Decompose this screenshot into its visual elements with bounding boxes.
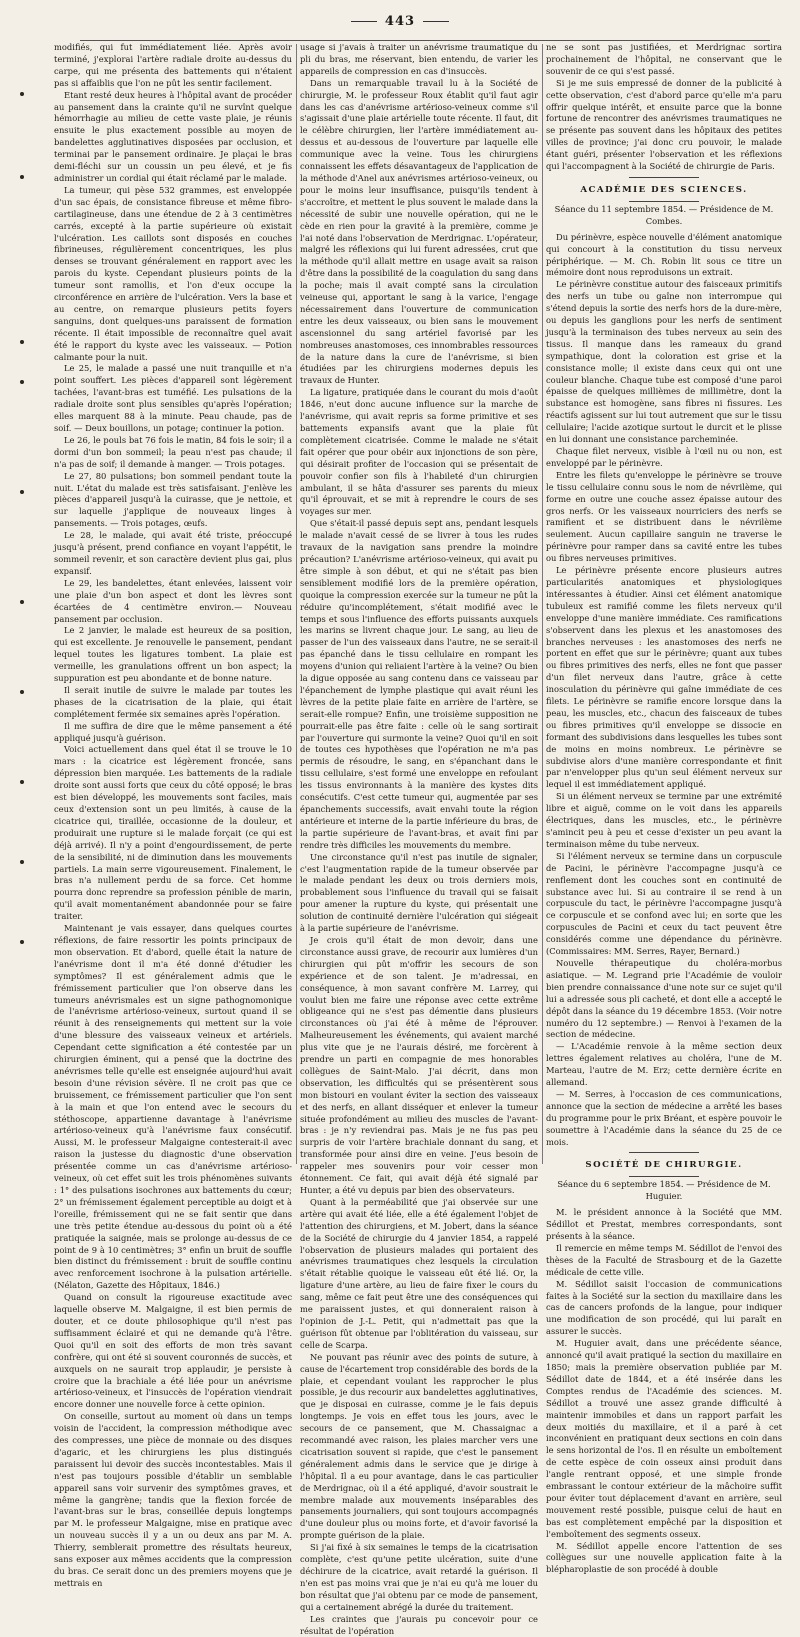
header-rule-right <box>423 21 449 22</box>
paragraph: Les craintes que j'aurais pu concevoir pour ce résultat de l'opération <box>300 1613 538 1636</box>
paragraph: Le 29, les bandelettes, étant enlevées, laissent voir une plaie d'un bon aspect et dont les lèvres sont écartées de 4 centimètre environ.— Nouveau pansement par occlusion. <box>54 577 292 624</box>
paragraph: Entre les filets qu'enveloppe le périnèvre se trouve le tissu cellulaire connu sous le nom de névrilème, qui forme en outre une couche assez épaisse autour des gros nerfs. Or les vaisseaux nourriciers des nerfs se ramifient et se distribuent dans le névrilème seulement. Aucun capillaire sanguin ne traverse le périnèvre pour ramper dans sa cavité entre les tubes ou fibres nerveuses primitives. <box>546 469 782 564</box>
paragraph: Il me suffira de dire que le même pansement a été appliqué jusqu'à guérison. <box>54 720 292 743</box>
column-3 <box>546 42 782 1575</box>
paragraph: modifiés, qui fut immédiatement liée. Après avoir terminé, j'explorai l'artère radiale droite au-dessus du carpe, qui me présenta des battements qui n'étaient pas si affaiblis que l'on ne pût les sentir facilement. <box>54 42 292 88</box>
paragraph: usage si j'avais à traiter un anévrisme traumatique du pli du bras, me réservant, bien entendu, de varier les appareils de compression en cas d'insuccès. <box>300 42 538 76</box>
paragraph: Etant resté deux heures à l'hôpital avant de procéder au pansement dans la crainte qu'il ne survînt quelque hémorrhagie au milieu de cette vaste plaie, je réunis ensuite le plus exactement possible au moyen de bandelettes agglutinatives disposées par occlusion, et terminai par le pansement ordinaire. Je plaçai le bras demi-fléchi sur un coussin un peu élevé, et je fis administrer un cordial qui était réclamé par le malade. <box>54 89 292 183</box>
page-header <box>0 14 800 36</box>
paragraph: Du périnèvre, espèce nouvelle d'élément anatomique qui concourt à la constitution du tissu nerveux périphérique. — M. Ch. Robin lit sous ce titre un mémoire dont nous reproduisons un extrait. <box>546 231 782 278</box>
paragraph: Nouvelle thérapeutique du choléra-morbus asiatique. — M. Legrand prie l'Académie de vouloir bien prendre connaissance d'une note sur ce sujet qu'il lui a adressée sous pli cacheté, et dont elle a accepté le dépôt dans la séance du 19 décembre 1853. (Voir notre numéro du 12 septembre.) — Renvoi à l'examen de la section de médecine. <box>546 957 782 1040</box>
margin-mark <box>20 780 24 784</box>
paragraph: M. Sédillot appelle encore l'attention de ses collègues sur une nouvelle application faite à la blépharoplastie de son procédé à double <box>546 1540 782 1575</box>
paragraph: Voici actuellement dans quel état il se trouve le 10 mars : la cicatrice est légèrement froncée, sans dépression bien marquée. Les battements de la radiale droite sont aussi forts que ceux du côté opposé; le bras est bien développé, les mouvements sont faciles, mais ceux d'extension sont un peu limités, à cause de la cicatrice qui, tiraillée, occasionne de la douleur, et produirait une rupture si le malade forçait (ce qui est déjà arrivé). Il n'y a point d'engourdissement, de perte de la sensibilité, ni de diminution dans les mouvements partiels. La main serre vigoureusement. Finalement, le bras n'a nullement perdu de sa force. Cet homme pourra donc reprendre sa profession pénible de marin, qu'il avait momentanément abandonnée pour se faire traiter. <box>54 744 292 922</box>
paragraph: ne se sont pas justifiées, et Merdrignac sortira prochainement de l'hôpital, ne conservant que le souvenir de ce qui s'est passé. <box>546 42 782 76</box>
paragraph: Que s'était-il passé depuis sept ans, pendant lesquels le malade n'avait cessé de se livrer à tous les rudes travaux de la navigation sans prendre la moindre précaution? L'anévrisme artérioso-veineux, qui avait pu être simple à son début, et qui ne s'était pas bien sensiblement modifié lors de la première opération, quoique la compression exercée sur la tumeur ne pût la réduire qu'incomplétement, s'était modifié avec le temps et sous l'influence des efforts puissants auxquels les marins se livrent chaque jour. Le sang, au lieu de passer de l'un des vaisseaux dans l'autre, ne se serait-il pas épanché dans le tissu cellulaire en rompant les moyens d'union qui reliaient l'artère à la veine? Ou bien la digue opposée au sang contenu dans ce vaisseau par l'épanchement de lymphe plastique qui avait réuni les lèvres de la petite plaie faite en arrière de l'artère, se serait-elle rompue? Enfin, une troisième supposition ne pourrait-elle pas être faite : celle où le sang sortirait par l'ouverture qui surmonte la veine? Quoi qu'il en soit de toutes ces hypothèses que l'opération ne m'a pas permis de résoudre, le sang, en s'épanchant dans le tissu cellulaire, s'est formé une enveloppe en refoulant les tissus environnants à la manière des kystes dits consécutifs. C'est cette tumeur qui, augmentée par ses épanchements successifs, avait envahi toute la région antérieure et interne de la partie inférieure du bras, de la partie supérieure de l'avant-bras, et avait fini par rendre très difficiles les mouvements du membre. <box>300 518 538 850</box>
paragraph: Il serait inutile de suivre le malade par toutes les phases de la cicatrisation de la plaie, qui était complétement fermée six semaines après l'opération. <box>54 684 292 719</box>
section-rule <box>629 201 699 202</box>
paragraph: On conseille, surtout au moment où dans un temps voisin de l'accident, la compression méthodique avec des compresses, une pièce de monnaie ou des disques d'agaric, et les chirurgiens les plus distingués paraissent lui devoir des succès incontestables. Mais il n'est pas toujours possible d'établir un semblable appareil sans voir survenir des symptômes graves, et même la gangrène; tandis que la flexion forcée de l'avant-bras sur le bras, conseillée depuis longtemps par M. le professeur Malgaigne, mise en pratique avec un nouveau succès il y a un ou deux ans par M. A. Thierry, semblerait promettre des résultats heureux, sans exposer aux mêmes accidents que la compression du bras. Ce serait donc un des premiers moyens que je mettrais en <box>54 1411 292 1588</box>
column-divider-2 <box>542 44 543 1164</box>
paragraph: M. Huguier avait, dans une précédente séance, annoncé qu'il avait pratiqué la section du maxillaire en 1850; mais la première observation publiée par M. Sédillot date de 1844, et a été insérée dans les Comptes rendus de l'Académie des sciences. M. Sédillot a trouvé une assez grande difficulté à maintenir immobiles et dans un rapport parfait les deux moitiés du maxillaire, et il a paré à cet inconvénient en pratiquant deux sections en coin dans le sens horizontal de l'os. Il en résulte un emboîtement de cette espèce de coin osseux ainsi produit dans l'angle rentrant opposé, et une simple fronde embrassant le contour extérieur de la mâchoire suffit pour éviter tout déplacement d'avant en arrière, seul mouvement resté possible, puisque celui de haut en bas est complètement empêché par la disposition et l'emboîtement des segments osseux. <box>546 1338 782 1539</box>
margin-mark <box>20 340 24 344</box>
section-title: ACADÉMIE DES SCIENCES. <box>580 184 748 195</box>
margin-mark <box>20 600 24 604</box>
column-1 <box>54 42 292 1588</box>
margin-mark <box>20 380 24 384</box>
margin-mark <box>20 690 24 694</box>
paragraph: Dans un remarquable travail lu à la Société de chirurgie, M. le professeur Roux établit qu'il faut agir dans les cas d'anévrisme artérioso-veineux comme s'il s'agissait d'une plaie artérielle toute récente. Il faut, dit le célèbre chirurgien, lier l'artère immédiatement au-dessus et au-dessous de l'ouverture par laquelle elle communique avec la veine. Tous les chirurgiens connaissent les effets désavantageux de l'application de la méthode d'Anel aux anévrismes artérioso-veineux, ou pour le moins leur insuffisance, puisqu'ils tendent à s'accroître, et mettent le plus souvent le malade dans la nécessité de subir une nouvelle opération, qui ne le cède en rien pour la gravité à la première, comme je l'ai noté dans l'observation de Merdrignac. L'opérateur, malgré les réflexions qui lui furent adressées, crut que la méthode qu'il allait mettre en usage avait sa raison d'être dans la possibilité de la coagulation du sang dans la poche; mais il avait compté sans la circulation veineuse qui, apportant le sang à la varice, l'engage nécessairement dans l'ouverture de communication entre les deux vaisseaux, ou bien sans le mouvement ascensionnel du sang artériel favorisé par les nombreuses anastomoses, ces innombrables ressources de la nature dans la cure de l'anévrisme, si bien étudiées par les chirurgiens modernes depuis les travaux de Hunter. <box>300 77 538 386</box>
paragraph: Si j'ai fixé à six semaines le temps de la cicatrisation complète, c'est qu'une petite ulcération, suite d'une déchirure de la cicatrice, avait retardé la guérison. Il n'en est pas moins vrai que je n'ai eu qu'à me louer du bon résultat que j'ai obtenu par ce mode de pansement, qui a certainement abrégé la durée du traitement. <box>300 1542 538 1612</box>
paragraph: Il remercie en même temps M. Sédillot de l'envoi des thèses de la Faculté de Strasbourg et de la Gazette médicale de cette ville. <box>546 1242 782 1277</box>
section-rule <box>629 1152 699 1153</box>
paragraph: Si un élément nerveux se termine par une extrémité libre et aiguë, comme on le voit dans les appareils électriques, dans les muscles, etc., le périnèvre s'amincit peu à peu et cesse d'exister un peu avant la terminaison même du tube nerveux. <box>546 791 782 849</box>
paragraph: Ne pouvant pas réunir avec des points de suture, à cause de l'écartement trop considérable des bords de la plaie, et cependant voulant les rapprocher le plus possible, je dus recourir aux bandelettes agglutinatives, que je disposai en cuirasse, comme je le fais depuis longtemps. Je vois en effet tous les jours, avec le secours de ce pansement, que M. Chassaignac a recommandé avec raison, les plaies marcher vers une cicatrisation souvent si rapide, que c'est le pansement généralement admis dans le service que je dirige à l'hôpital. Il a eu pour avantage, dans le cas particulier de Merdrignac, où il a été appliqué, d'avoir soustrait le membre malade aux mouvements inséparables des pansements journaliers, qui sont toujours accompagnés d'une douleur plus ou moins forte, et d'avoir favorisé la prompte guérison de la plaie. <box>300 1351 538 1541</box>
paragraph: Le 2 janvier, le malade est heureux de sa position, qui est excellente. Je renouvelle le pansement, pendant lequel toutes les ligatures tombent. La plaie est vermeille, les granulations offrent un bon aspect; la suppuration est peu abondante et de bonne nature. <box>54 625 292 684</box>
section-title: SOCIÉTÉ DE CHIRURGIE. <box>585 1160 743 1171</box>
paragraph: Quand on consult la rigoureuse exactitude avec laquelle observe M. Malgaigne, il est bien permis de douter, et ce doute philosophique qu'il n'est pas suffisamment éclairé et qui ne demande qu'à l'être. Quoi qu'il en soit des efforts de mon très savant confrère, qui ont été si souvent couronnés de succès, et auxquels on ne saurait trop applaudir, je persiste à croire que la brachiale a été liée pour un anévrisme artérioso-veineux, et l'insuccès de l'opération viendrait encore donner une nouvelle force à cette opinion. <box>54 1292 292 1410</box>
paragraph: Le 25, le malade a passé une nuit tranquille et n'a point souffert. Les pièces d'appareil sont légèrement tachées, l'avant-bras est tuméfié. Les pulsations de la radiale droite sont plus sensibles qu'après l'opération; elles marquent 88 à la minute. Peau chaude, pas de soif. — Deux bouillons, un potage; continuer la potion. <box>54 363 292 433</box>
paragraph: Le 27, 80 pulsations; bon sommeil pendant toute la nuit. L'état du malade est très satisfaisant. J'enlève les pièces d'appareil jusqu'à la cuirasse, que je nettoie, et sur laquelle j'applique de nouveaux linges à pansements. — Trois potages, œufs. <box>54 470 292 529</box>
column-divider-1 <box>296 44 297 1164</box>
paragraph: Si l'élément nerveux se termine dans un corpuscule de Pacini, le périnèvre l'accompagne jusqu'à ce renflement dont les couches sont en continuité de substance avec lui. Si au contraire il se rend à un corpuscule du tact, le périnèvre l'accompagne jusqu'à ce corpuscule et se confond avec lui; en sorte que les corpuscules de Pacini et ceux du tact peuvent être considérés comme une dépendance du périnèvre. (Commissaires: MM. Serres, Rayer, Bernard.) <box>546 850 782 957</box>
paragraph: Je crois qu'il était de mon devoir, dans une circonstance aussi grave, de recourir aux lumières d'un chirurgien qui pût m'offrir les secours de son expérience et de son talent. Je m'adressai, en conséquence, à mon savant confrère M. Larrey, qui voulut bien me faire une réponse avec cette extrême obligeance qui ne s'est pas démentie dans plusieurs circonstances où j'ai été à même de l'éprouver. Malheureusement les événements, qui avaient marché plus vite que je ne l'aurais désiré, me forcèrent à prendre un parti en compagnie de mes honorables collègues de Saint-Malo. J'ai décrit, dans mon observation, les difficultés qui se présentèrent sous mon bistouri en voulant éviter la section des vaisseaux et des nerfs, en allant disséquer et enlever la tumeur située profondément au milieu des muscles de l'avant-bras : je n'y reviendrai pas. Mais je ne fus pas peu surpris de voir l'artère brachiale donnant du sang, et transformée pour ainsi dire en veine. J'eus besoin de rappeler mes souvenirs pour voir cesser mon étonnement. Ce fait, qui avait déjà été signalé par Hunter, a été vu depuis par bien des observateurs. <box>300 934 538 1195</box>
paragraph: Une circonstance qu'il n'est pas inutile de signaler, c'est l'augmentation rapide de la tumeur observée par le malade pendant les deux ou trois derniers mois, probablement sous l'influence du travail qui se faisait pour amener la rupture du kyste, qui présentait une solution de continuité dernière l'ulcération qui siégeait à la partie supérieure de l'anévrisme. <box>300 851 538 934</box>
margin-mark <box>20 490 24 494</box>
column-2 <box>300 42 538 1636</box>
margin-mark <box>20 175 24 179</box>
paragraph: La tumeur, qui pèse 532 grammes, est enveloppée d'un sac épais, de consistance fibreuse et même fibro-cartilagineuse, dans une étendue de 2 à 3 centimètres carrés, excepté à la partie supérieure où existait l'ulcération. Les caillots sont disposés en couches fibrineuses, régulièrement concentriques, les plus denses se trouvant généralement en rapport avec les parois du kyste. Cependant plusieurs points de la tumeur sont ramollis, et l'on d'eux occupe la circonférence en arrière de l'ulcération. Vers la base et au centre, on remarque plusieurs petits foyers sanguins, dont quelques-uns paraissent de formation récente. Il était impossible de reconnaître quel avait été le rapport du kyste avec les vaisseaux. — Potion calmante pour la nuit. <box>54 184 292 362</box>
section-rule <box>629 177 699 178</box>
margin-mark <box>20 860 24 864</box>
paragraph: — L'Académie renvoie à la même section deux lettres également relatives au choléra, l'une de M. Marteau, l'autre de M. Erz; cette dernière écrite en allemand. <box>546 1041 782 1088</box>
paragraph: Le 28, le malade, qui avait été triste, préoccupé jusqu'à présent, prend confiance en voyant l'appétit, le sommeil revenir, et son caractère devient plus gai, plus expansif. <box>54 530 292 576</box>
paragraph: Quant à la perméabilité que j'ai observée sur une artère qui avait été liée, elle a été également l'objet de l'attention des chirurgiens, et M. Jobert, dans la séance de la Société de chirurgie du 4 janvier 1854, a rappelé l'observation de plusieurs malades qui portaient des anévrismes traumatiques chez lesquels la circulation s'était rétablie quoique le vaisseau eût été lié. Or, la ligature d'une artère, au lieu de faire fixer le cours du sang, même ce fait peut être une des conséquences qui me paraissent justes, et qui donneraient raison à l'opinion de J.-L. Petit, qui n'admettait pas que la guérison fût obtenue par l'oblitération du vaisseau, sur celle de Scarpa. <box>300 1196 538 1350</box>
page-number: 443 <box>384 14 416 29</box>
paragraph: Chaque filet nerveux, visible à l'œil nu ou non, est enveloppé par le périnèvre. <box>546 446 782 468</box>
paragraph: — M. Serres, à l'occasion de ces communications, annonce que la section de médecine a arrêté les bases du programme pour le prix Bréant, et espère pouvoir le soumettre à l'Académie dans la séance du 25 de ce mois. <box>546 1088 782 1147</box>
section-rule <box>629 1176 699 1177</box>
top-rule <box>80 40 770 41</box>
paragraph: Maintenant je vais essayer, dans quelques courtes réflexions, de faire ressortir les points principaux de mon observation. Et d'abord, quelle était la nature de l'anévrisme dont il m'a été donné d'étudier les symptômes? Il est généralement admis que le frémissement particulier que l'on observe dans les tumeurs anévrismales est un signe pathognomonique de l'anévrisme artérioso-veineux, surtout quand il se réunit à des renseignements qui mettent sur la voie d'une blessure des vaisseaux veineux et artériels. Cependant cette signification a été contestée par un chirurgien éminent, qui a pensé que la doctrine des anévrismes telle qu'elle est enseignée aujourd'hui avait besoin d'une révision sévère. Il ne croit pas que ce bruissement, ce frémissement particulier que l'on sent à la main et que l'on entend avec le secours du stéthoscope, appartienne davantage à l'anévrisme artérioso-veineux qu'à l'anévrisme faux consécutif. Aussi, M. le professeur Malgaigne contesterait-il avec raison la justesse du diagnostic d'une observation présentée comme un cas d'anévrisme artérioso-veineux, où cet effet suit les trois phénomènes suivants : 1° des pulsations isochrones aux battements du cœur; 2° un frémissement également perceptible au doigt et à l'oreille, frémissement qui ne se fait sentir que dans une très petite étendue au-dessous du point où a été pratiquée la saignée, mais se prolonge au-dessus de ce point de 9 à 10 centimètres; 3° enfin un bruit de souffle bien distinct du frémissement : bruit de souffle continu avec renforcement isochrone à la pulsation artérielle. (Nélaton, Gazette des Hôpitaux, 1846.) <box>54 923 292 1291</box>
paragraph: Le périnèvre constitue autour des faisceaux primitifs des nerfs un tube ou gaîne non interrompue qui s'étend depuis la sortie des nerfs hors de la dure-mère, ou depuis les ganglions pour les nerfs de sentiment jusqu'à la terminaison des tubes nerveux au sein des tissus. Il manque dans les rameaux du grand sympathique, dont la coloration est grise et la consistance molle; il existe dans ceux qui ont une couleur blanche. Chaque tube est composé d'une paroi épaisse de quelques millièmes de millimètre, dont la substance est homogène, sans fibres ni fissures. Les réactifs agissent sur lui tout autrement que sur le tissu cellulaire; l'acide azotique surtout le durcit et le plisse en lui donnant une consistance parcheminée. <box>546 279 782 445</box>
paragraph: M. Sédillot saisit l'occasion de communications faites à la Société sur la section du maxillaire dans les cas de cancers profonds de la langue, pour indiquer une modification de son procédé, qui lui paraît en assurer le succès. <box>546 1278 782 1337</box>
paragraph: Le 26, le pouls bat 76 fois le matin, 84 fois le soir; il a dormi d'un bon sommeil; la peau n'est pas chaude; il n'a pas de soif; il demande à manger. — Trois potages. <box>54 434 292 469</box>
margin-mark <box>20 940 24 944</box>
section-session-line: Séance du 11 septembre 1854. — Présidence de M. Combes. <box>554 203 774 226</box>
section-session-line: Séance du 6 septembre 1854. — Présidence de M. Huguier. <box>557 1179 771 1202</box>
paragraph: La ligature, pratiquée dans le courant du mois d'août 1846, n'eut donc aucune influence sur la marche de l'anévrisme, qui avait repris sa forme primitive et ses battements expansifs avant que la plaie fût complètement cicatrisée. Comme le malade ne s'était fait opérer que pour obéir aux injonctions de son père, qui désirait profiter de l'occasion qui se présentait de pouvoir confier son fils à l'habileté d'un chirurgien ambulant, il se hâta d'assurer ses parents du mieux qu'il éprouvait, et se mit à reprendre le cours de ses voyages sur mer. <box>300 387 538 517</box>
paragraph: Si je me suis empressé de donner de la publicité à cette observation, c'est d'abord parce qu'elle m'a paru offrir quelque intérêt, et ensuite parce que la bonne fortune de rencontrer des anévrismes traumatiques ne se présente pas souvent dans les hôpitaux des petites villes de province; j'ai donc cru pouvoir, le malade étant guéri, présenter l'observation et les réflexions qui l'accompagnent à la Société de chirurgie de Paris. <box>546 77 782 172</box>
margin-marks <box>20 80 34 980</box>
header-rule-left <box>351 21 377 22</box>
paragraph: M. le président annonce à la Société que MM. Sédillot et Prestat, membres correspondants, sont présents à la séance. <box>546 1207 782 1241</box>
paragraph: Le périnèvre présente encore plusieurs autres particularités anatomiques et physiologiques intéressantes à étudier. Ainsi cet élément anatomique tubuleux est ramifié comme les filets nerveux qu'il enveloppe d'une manière immédiate. Ces ramifications s'observent dans les plexus et les anastomoses des branches nerveuses : les anastomoses des nerfs ne portent en effet que sur le périnèvre; quant aux tubes ou fibres primitives des nerfs, elles ne font que passer d'un filet nerveux dans l'autre, grâce à cette inosculation du périnèvre qui gaîne immédiate de ces filets. Le périnèvre se ramifie encore lorsque dans la peau, les muscles, etc., chacun des faisceaux de tubes ou fibres primitives qu'il enveloppe se dissocie en formant des subdivisions dans lesquelles les tubes sont de moins en moins nombreux. Le périnèvre se subdivise alors d'une manière correspondante et finit par n'envelopper plus qu'un seul élément nerveux sur lequel il est immédiatement appliqué. <box>546 565 782 790</box>
margin-mark <box>20 92 24 96</box>
